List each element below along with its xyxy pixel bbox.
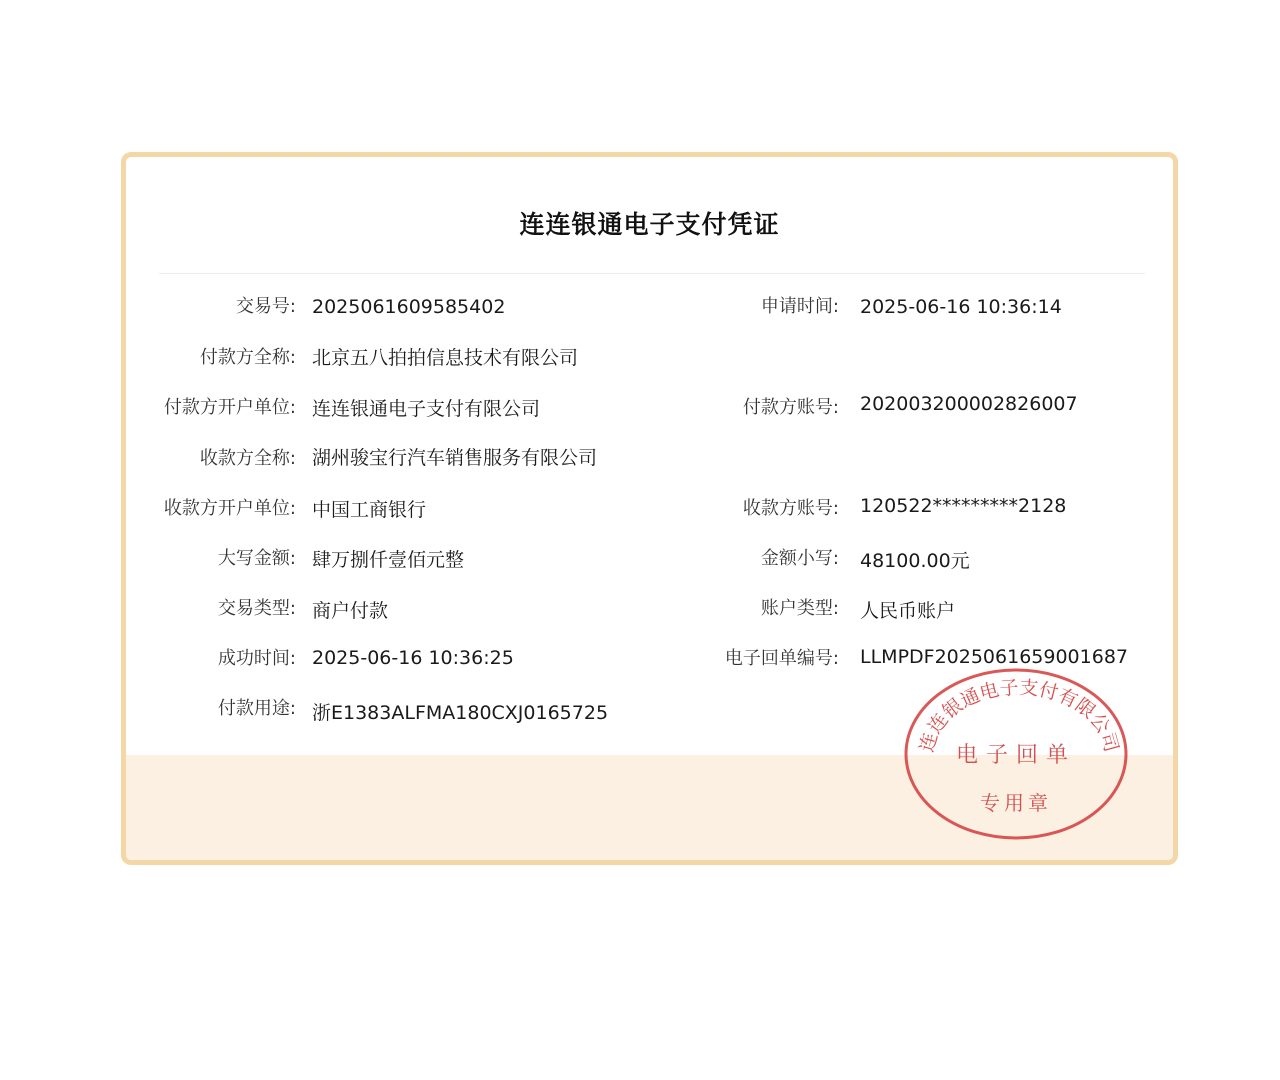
- payer-bank-label: 付款方开户单位:: [163, 397, 296, 418]
- payee-bank-label: 收款方开户单位:: [163, 498, 296, 519]
- apply-time-value: 2025-06-16 10:36:14: [860, 296, 1062, 318]
- payer-account-value: 202003200002826007: [860, 393, 1078, 415]
- payee-bank-value: 中国工商银行: [312, 499, 427, 521]
- amount-lower-label: 金额小写:: [760, 548, 839, 569]
- purpose-value: 浙E1383ALFMA180CXJ0165725: [312, 702, 609, 724]
- account-type-value: 人民币账户: [860, 600, 956, 622]
- transaction-no-value: 2025061609585402: [312, 296, 506, 318]
- payment-receipt: [121, 152, 1178, 865]
- transaction-no-label: 交易号:: [235, 296, 296, 317]
- payee-name-value: 湖州骏宝行汽车销售服务有限公司: [312, 447, 598, 469]
- account-type-label: 账户类型:: [760, 598, 839, 619]
- payee-account-label: 收款方账号:: [742, 498, 839, 519]
- company-seal-stamp: [901, 664, 1131, 844]
- title-divider: [159, 273, 1145, 274]
- apply-time-label: 申请时间:: [760, 296, 839, 317]
- payee-name-label: 收款方全称:: [199, 448, 296, 469]
- seal-line1: 电子回单: [955, 743, 1077, 768]
- payee-account-value: 120522*********2128: [860, 495, 1067, 517]
- success-time-value: 2025-06-16 10:36:25: [312, 647, 514, 669]
- payer-bank-value: 连连银通电子支付有限公司: [312, 398, 541, 420]
- receipt-no-label: 电子回单编号:: [724, 648, 839, 669]
- payer-account-label: 付款方账号:: [742, 397, 839, 418]
- payer-name-value: 北京五八拍拍信息技术有限公司: [312, 347, 579, 369]
- payer-name-label: 付款方全称:: [199, 347, 296, 368]
- amount-lower-value: 48100.00元: [860, 550, 970, 572]
- transaction-type-label: 交易类型:: [217, 598, 296, 619]
- purpose-label: 付款用途:: [217, 698, 296, 719]
- transaction-type-value: 商户付款: [312, 600, 389, 622]
- receipt-title: 连连银通电子支付凭证: [519, 210, 780, 239]
- seal-company-text: 连连银通电子支付有限公司: [915, 676, 1123, 755]
- success-time-label: 成功时间:: [217, 648, 296, 669]
- seal-line2: 专用章: [980, 791, 1052, 815]
- receipt-no-value: LLMPDF2025061659001687: [860, 646, 1128, 668]
- amount-upper-label: 大写金额:: [217, 548, 296, 569]
- amount-upper-value: 肆万捌仟壹佰元整: [312, 549, 465, 571]
